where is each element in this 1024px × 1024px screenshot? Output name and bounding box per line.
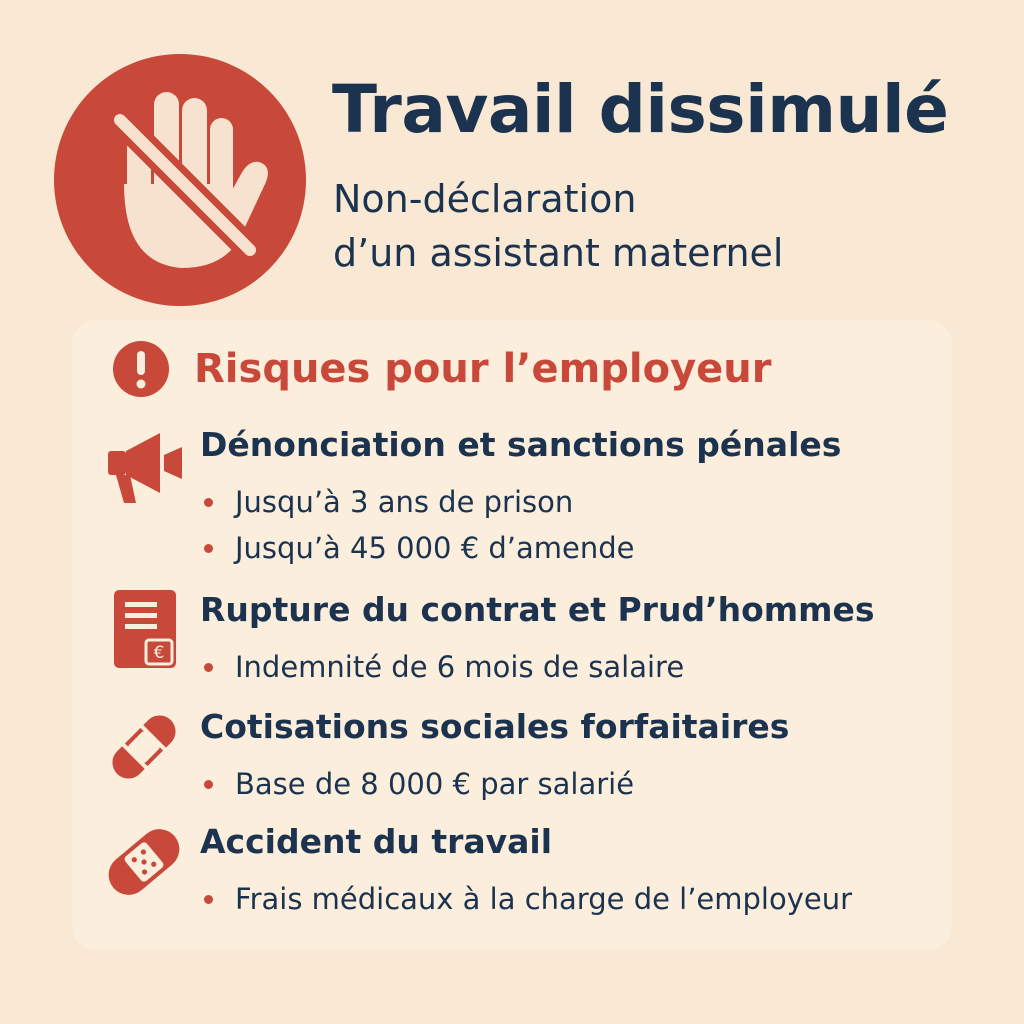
list-item xyxy=(204,644,684,690)
svg-text:€: € xyxy=(153,643,165,663)
page-title: Travail dissimulé xyxy=(332,71,949,148)
bullet-dot xyxy=(204,895,213,904)
megaphone-icon xyxy=(104,425,184,505)
bullet-list xyxy=(204,479,635,571)
risk-title: Rupture du contrat et Prud’hommes xyxy=(200,590,875,629)
list-item xyxy=(204,876,852,922)
risk-title: Accident du travail xyxy=(200,822,553,861)
bullet-text: Indemnité de 6 mois de salaire xyxy=(235,650,685,684)
bullet-list xyxy=(204,761,634,807)
prohibited-hand-icon xyxy=(54,54,306,306)
bullet-dot xyxy=(204,663,213,672)
list-item xyxy=(204,479,635,525)
list-item xyxy=(204,525,635,571)
bullet-text: Jusqu’à 45 000 € d’amende xyxy=(235,531,635,565)
page-subtitle xyxy=(333,172,784,280)
bullet-list xyxy=(204,876,852,922)
bullet-dot xyxy=(204,780,213,789)
bullet-list xyxy=(204,644,684,690)
bullet-dot xyxy=(204,498,213,507)
panel-heading xyxy=(112,340,771,398)
subtitle-line-2: d’un assistant maternel xyxy=(333,231,784,275)
bandage-icon xyxy=(104,707,184,787)
list-item xyxy=(204,761,634,807)
bullet-text: Base de 8 000 € par salarié xyxy=(235,767,635,801)
subtitle-line-1: Non-déclaration xyxy=(333,177,637,221)
plaster-icon xyxy=(104,822,184,902)
risk-title: Cotisations sociales forfaitaires xyxy=(200,707,790,746)
contract-document-icon xyxy=(104,590,184,670)
bullet-text: Jusqu’à 3 ans de prison xyxy=(235,485,574,519)
bullet-text: Frais médicaux à la charge de l’employeur xyxy=(235,882,853,916)
risk-title: Dénonciation et sanctions pénales xyxy=(200,425,842,464)
bullet-dot xyxy=(204,544,213,553)
panel-heading-label: Risques pour l’employeur xyxy=(194,346,772,392)
exclamation-circle-icon xyxy=(112,340,170,398)
